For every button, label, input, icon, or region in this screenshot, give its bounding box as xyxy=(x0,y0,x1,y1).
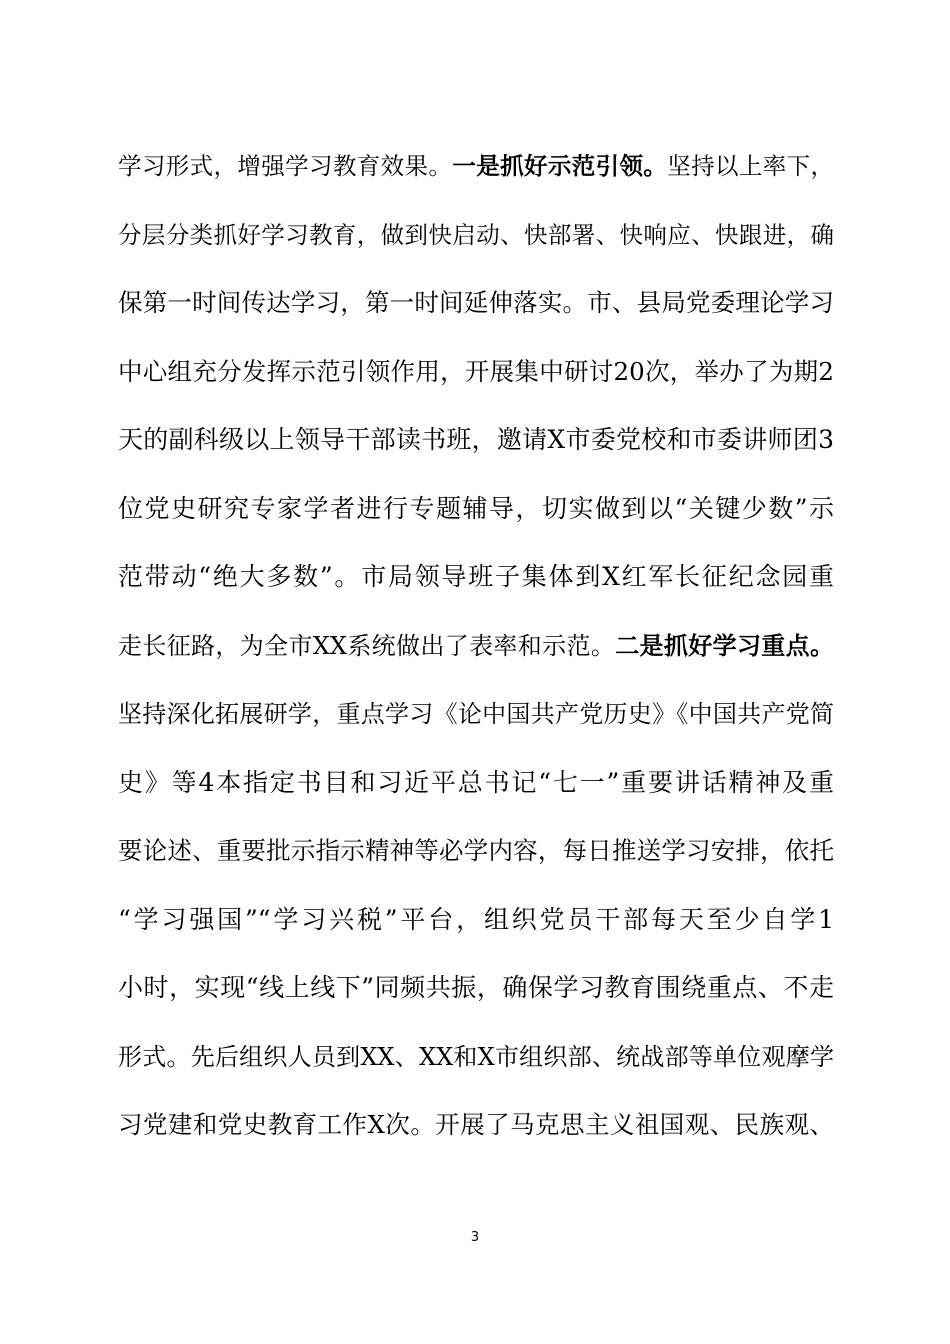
text-segment: 史》等4本指定书目和习近平总书记“七一”重要讲话精神及重 xyxy=(118,767,834,797)
text-line xyxy=(118,208,834,277)
text-line xyxy=(118,413,834,482)
text-line xyxy=(118,1098,834,1167)
text-line xyxy=(118,1030,834,1099)
page-number: 3 xyxy=(470,1230,480,1245)
text-segment: 范带动“绝大多数”。市局领导班子集体到X红军长征纪念园重 xyxy=(118,562,834,591)
text-line xyxy=(118,824,834,893)
text-segment: “学习强国”“学习兴税”平台，组织党员干部每天至少自学1 xyxy=(118,904,834,934)
body-text xyxy=(118,139,834,1167)
text-line xyxy=(118,619,834,688)
text-line xyxy=(118,961,834,1030)
text-segment: 走长征路，为全市XX系统做出了表率和示范。 xyxy=(118,631,616,660)
bold-heading-phrase: 二是抓好学习重点。 xyxy=(615,630,835,660)
text-line xyxy=(118,482,834,551)
bold-heading-phrase: 一是抓好示范引领。 xyxy=(452,152,668,180)
text-segment: 中心组充分发挥示范引领作用，开展集中研讨20次，举办了为期2 xyxy=(118,356,834,386)
text-line xyxy=(118,345,834,414)
text-segment: 保第一时间传达学习，第一时间延伸落实。市、县局党委理论学习 xyxy=(118,288,834,317)
text-segment: 坚持深化拓展研学，重点学习《论中国共产党历史》《中国共产党简 xyxy=(118,700,834,728)
text-segment: 形式。先后组织人员到XX、XX和X市组织部、统战部等单位观摩学 xyxy=(118,1042,834,1071)
text-line xyxy=(118,893,834,962)
text-line xyxy=(118,756,834,825)
text-segment: 要论述、重要批示指示精神等必学内容，每日推送学习安排，依托 xyxy=(118,836,834,865)
text-line xyxy=(118,550,834,619)
text-segment: 位党史研究专家学者进行专题辅导，切实做到以“关键少数”示 xyxy=(118,493,834,523)
text-line xyxy=(118,139,834,208)
text-segment: 坚持以上率下， xyxy=(667,152,835,180)
text-segment: 习党建和党史教育工作X次。开展了马克思主义祖国观、民族观、 xyxy=(118,1110,834,1139)
text-segment: 分层分类抓好学习教育，做到快启动、快部署、快响应、快跟进，确 xyxy=(118,220,834,249)
text-segment: 学习形式，增强学习教育效果。 xyxy=(118,152,453,180)
text-segment: 天的副科级以上领导干部读书班，邀请X市委党校和市委讲师团3 xyxy=(118,425,834,454)
text-line xyxy=(118,687,834,756)
text-line xyxy=(118,276,834,345)
text-segment: 小时，实现“线上线下”同频共振，确保学习教育围绕重点、不走 xyxy=(118,973,834,1002)
